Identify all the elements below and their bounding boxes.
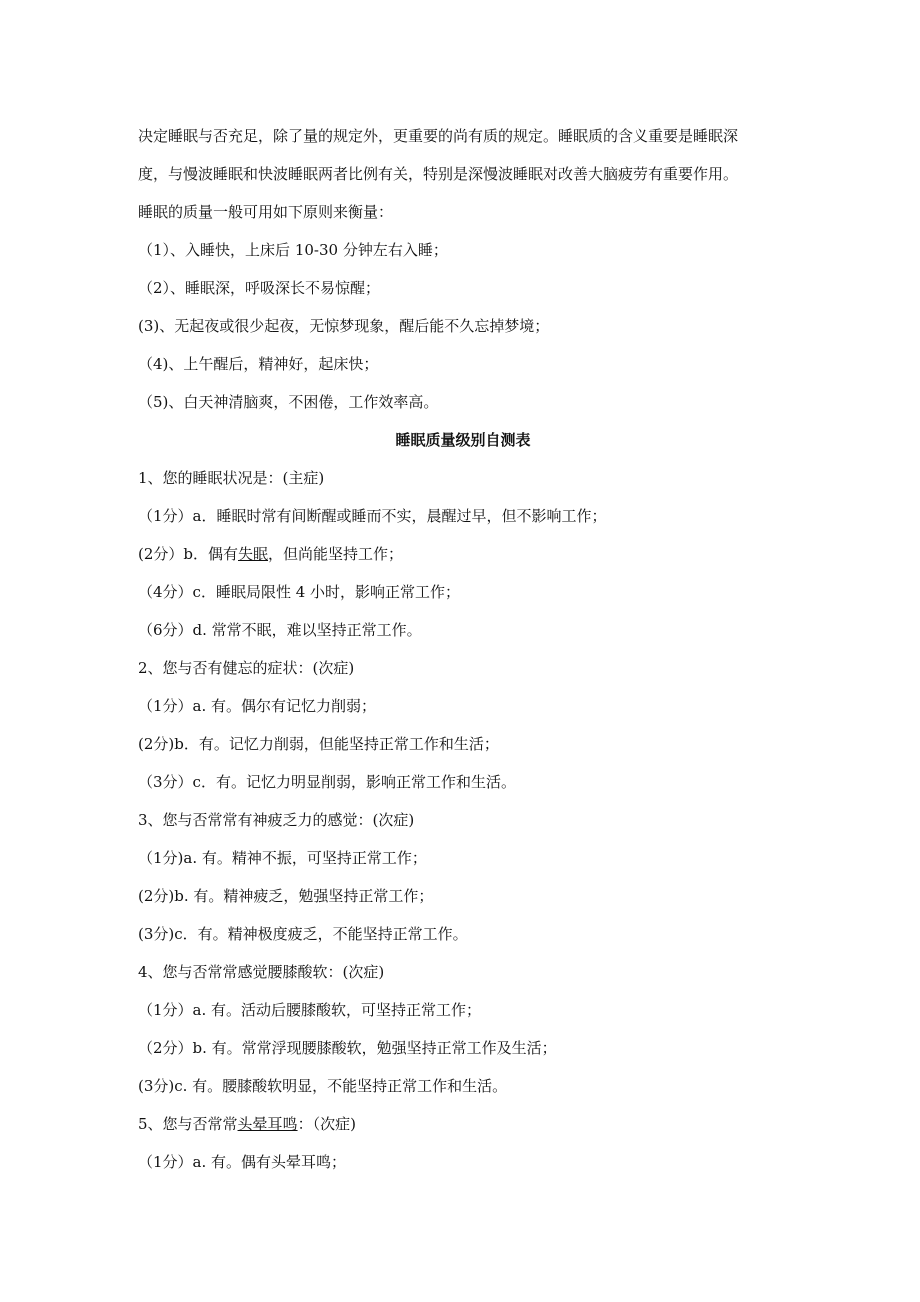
criterion-4: （4)、上午醒后，精神好，起床快； [138,355,379,373]
question-3-title: 3、您与否常常有神疲乏力的感觉：(次症) [138,811,415,829]
question-4-option-a: （1分）a. 有。活动后腰膝酸软，可坚持正常工作； [138,1001,482,1019]
question-1-option-d: （6分）d. 常常不眠，难以坚持正常工作。 [138,621,422,639]
question-3-option-b: (2分)b. 有。精神疲乏，勉强坚持正常工作； [138,887,434,905]
question-5-option-a: （1分）a. 有。偶有头晕耳鸣； [138,1153,347,1171]
question-1-option-b-prefix: (2分）b．偶有 [138,545,238,563]
question-5-title-prefix: 5、您与否常常 [138,1115,238,1133]
criterion-5: （5)、白天神清脑爽，不困倦，工作效率高。 [138,393,439,411]
question-1-title: 1、您的睡眠状况是：(主症) [138,469,325,487]
intro-line-1: 决定睡眠与否充足，除了量的规定外，更重要的尚有质的规定。睡眠质的含义重要是睡眠深 [138,127,739,145]
criterion-1: （1）、入睡快，上床后 10-30 分钟左右入睡； [138,241,448,259]
question-5-title-suffix: ：（次症) [297,1115,356,1133]
question-4-option-c: (3分)c. 有。腰膝酸软明显，不能坚持正常工作和生活。 [138,1077,508,1095]
question-2-option-a: （1分）a. 有。偶尔有记忆力削弱； [138,697,377,715]
question-3-option-c: (3分)c．有。精神极度疲乏，不能坚持正常工作。 [138,925,468,943]
criterion-3: (3)、无起夜或很少起夜，无惊梦现象，醒后能不久忘掉梦境； [138,317,550,335]
question-2-option-c: （3分）c．有。记忆力明显削弱，影响正常工作和生活。 [138,773,516,791]
intro-line-3: 睡眠的质量一般可用如下原则来衡量： [138,203,394,221]
insomnia-link[interactable]: 失眠 [238,545,269,563]
question-1-option-b-suffix: ，但尚能坚持工作； [268,545,404,563]
criterion-2: （2）、睡眠深，呼吸深长不易惊醒； [138,279,381,297]
question-2-title: 2、您与否有健忘的症状：(次症) [138,659,355,677]
question-5-title [138,1105,788,1143]
document-body [138,117,788,1181]
question-4-option-b: （2分）b. 有。常常浮现腰膝酸软，勉强坚持正常工作及生活； [138,1039,557,1057]
dizziness-tinnitus-link[interactable]: 头晕耳鸣 [237,1115,298,1133]
question-1-option-c: （4分）c．睡眠局限性 4 小时，影响正常工作； [138,583,461,601]
intro-line-2: 度，与慢波睡眠和快波睡眠两者比例有关，特别是深慢波睡眠对改善大脑疲劳有重要作用。 [138,165,739,183]
question-1-option-b [138,535,788,573]
question-1-option-a: （1分）a．睡眠时常有间断醒或睡而不实，晨醒过早，但不影响工作； [138,507,607,525]
table-title: 睡眠质量级别自测表 [395,431,531,449]
question-4-title: 4、您与否常常感觉腰膝酸软：(次症) [138,963,385,981]
question-3-option-a: （1分)a. 有。精神不振，可坚持正常工作； [138,849,427,867]
question-2-option-b: (2分)b．有。记忆力削弱，但能坚持正常工作和生活； [138,735,499,753]
